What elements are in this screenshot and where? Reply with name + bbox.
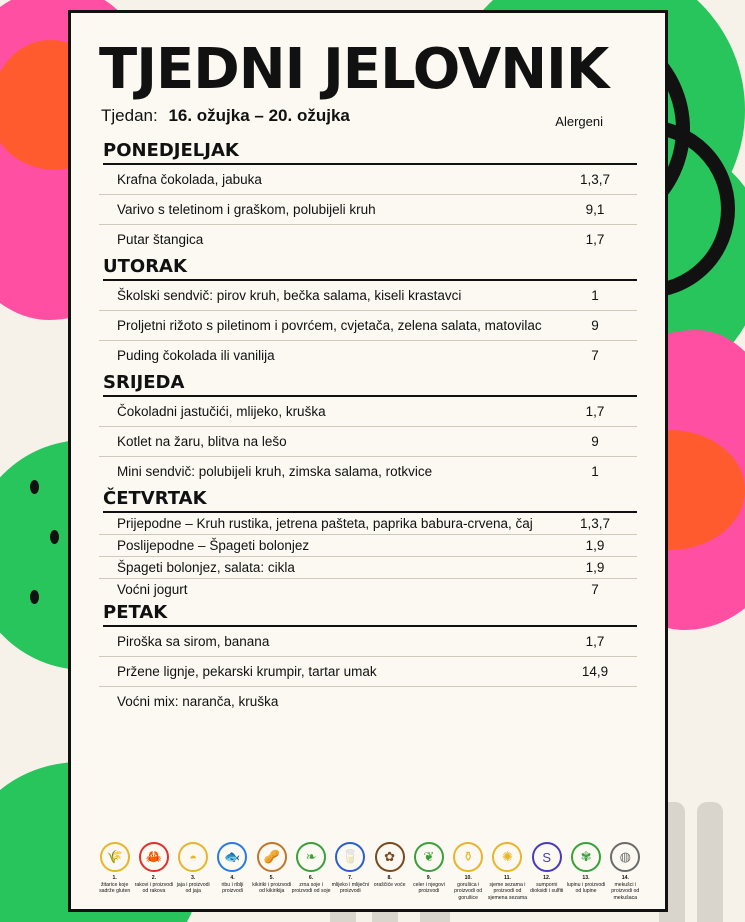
- meal-allergens: 1,9: [559, 556, 637, 578]
- allergen-legend-text: [95, 875, 134, 895]
- allergen-legend: [95, 842, 645, 901]
- allergen-legend-item: [174, 842, 213, 901]
- table-row: [99, 340, 637, 370]
- soy-icon: ❧: [296, 842, 326, 872]
- allergen-description: sjeme sezama i proizvodi od sjemena sezama: [487, 881, 528, 901]
- allergen-legend-text: [252, 875, 291, 895]
- meal-allergens: 1,7: [559, 627, 637, 657]
- table-row: [99, 281, 637, 311]
- allergen-legend-item: [449, 842, 488, 901]
- nuts-icon: ✿: [375, 842, 405, 872]
- meal-table: [99, 627, 637, 716]
- allergen-number: 1.: [112, 875, 117, 881]
- celery-icon: ❦: [414, 842, 444, 872]
- meal-allergens: 1: [591, 463, 599, 479]
- meal-description: Špageti bolonjez, salata: cikla: [99, 556, 559, 578]
- wheat-icon: 🌾: [100, 842, 130, 872]
- allergen-description: mekušci i proizvodi od mekušaca: [611, 881, 640, 901]
- allergen-number: 5.: [269, 875, 274, 881]
- allergen-number: 14.: [621, 875, 629, 881]
- meal-description: Kotlet na žaru, blitva na lešo: [99, 426, 559, 456]
- allergen-description: mlijeko i mliječni proizvodi: [331, 881, 370, 894]
- meal-description: Proljetni rižoto s piletinom i povrćem, cvjetača, zelena salata, matovilac: [99, 310, 559, 340]
- allergen-legend-text: [606, 875, 645, 901]
- allergen-description: kikiriki i proizvodi od kikirikija: [252, 881, 292, 894]
- table-row: [99, 578, 637, 600]
- meal-allergens: 14,9: [559, 656, 637, 686]
- allergen-description: celer i njegovi proizvodi: [413, 881, 445, 894]
- allergen-description: zrna soje i proizvodi od soje: [291, 881, 331, 894]
- allergen-legend-item: [213, 842, 252, 901]
- meal-table: [99, 281, 637, 370]
- meal-allergens: 9: [559, 426, 637, 456]
- meal-allergens: 1,7: [559, 397, 637, 427]
- allergen-number: 2.: [151, 875, 157, 881]
- allergen-legend-item: [95, 842, 134, 901]
- allergen-description: jaja i proizvodi od jaja: [176, 881, 210, 894]
- allergen-legend-item: [134, 842, 173, 901]
- meal-allergens: 1,3,7: [559, 165, 637, 195]
- allergen-legend-text: [331, 875, 370, 895]
- meal-allergens: 9: [559, 310, 637, 340]
- day-heading: PETAK: [103, 601, 168, 623]
- allergen-legend-item: [409, 842, 448, 901]
- allergen-number: 10.: [464, 875, 472, 881]
- meal-allergens: 1,3,7: [559, 513, 637, 535]
- meal-description: Školski sendvič: pirov kruh, bečka salama, kiseli krastavci: [99, 281, 559, 311]
- meal-description: Krafna čokolada, jabuka: [99, 165, 559, 195]
- meal-description: Čokoladni jastučići, mlijeko, kruška: [99, 397, 559, 427]
- allergen-number: 4.: [230, 875, 235, 881]
- allergen-number: 3.: [191, 875, 196, 881]
- table-row: [99, 534, 637, 556]
- milk-icon: 🥛: [335, 842, 365, 872]
- mustard-icon: ⚱: [453, 842, 483, 872]
- table-row: [99, 397, 637, 427]
- day-section: [99, 488, 637, 600]
- meal-allergens: 1,9: [559, 534, 637, 556]
- meal-description: Varivo s teletinom i graškom, polubijeli kruh: [99, 194, 559, 224]
- allergen-number: 11.: [503, 875, 511, 881]
- table-row: [99, 426, 637, 456]
- allergen-description: ribu i riblji proizvodi: [221, 881, 244, 894]
- allergen-legend-item: [566, 842, 605, 901]
- day-heading: UTORAK: [103, 255, 187, 277]
- lupin-icon: ✾: [571, 842, 601, 872]
- meal-description: Voćni jogurt: [117, 581, 188, 597]
- meal-description: Pržene lignje, pekarski krumpir, tartar umak: [99, 656, 559, 686]
- allergen-description: sumporni dioksidi i sulfiti: [530, 881, 564, 894]
- day-heading: ČETVRTAK: [103, 487, 207, 509]
- allergen-number: 13.: [582, 875, 590, 881]
- meal-allergens: 7: [591, 581, 599, 597]
- allergen-description: rakovi i proizvodi od rakova: [134, 881, 174, 894]
- allergen-description: žitarice koje sadrže gluten: [99, 881, 131, 894]
- allergen-legend-text: [566, 875, 605, 895]
- meal-table: [99, 513, 637, 600]
- allergen-legend-text: [449, 875, 488, 901]
- allergen-legend-text: [291, 875, 330, 895]
- meal-description: Puding čokolada ili vanilija: [117, 347, 275, 363]
- allergen-legend-item: [370, 842, 409, 901]
- week-label: Tjedan:: [101, 105, 158, 125]
- allergen-number: 8.: [387, 875, 392, 881]
- allergen-legend-text: [527, 875, 566, 895]
- day-heading: PONEDJELJAK: [103, 139, 239, 161]
- allergen-legend-text: [213, 875, 252, 895]
- allergen-legend-text: [409, 875, 448, 895]
- allergen-legend-item: [331, 842, 370, 901]
- table-row: [99, 224, 637, 254]
- meal-allergens: [559, 686, 637, 716]
- allergens-column-header: Alergeni: [555, 113, 603, 129]
- allergen-description: lupinu i proizvodi od lupine: [566, 881, 606, 894]
- egg-icon: ◓: [178, 842, 208, 872]
- sesame-icon: ✺: [492, 842, 522, 872]
- allergen-number: 12.: [543, 875, 551, 881]
- table-row: [99, 513, 637, 535]
- menu-sheet: [68, 10, 668, 912]
- allergen-legend-item: [291, 842, 330, 901]
- meal-description: Poslijepodne – Špageti bolonjez: [99, 534, 559, 556]
- allergen-legend-text: [370, 875, 409, 888]
- day-section: [99, 602, 637, 716]
- allergen-legend-item: [527, 842, 566, 901]
- table-row: [99, 686, 637, 716]
- meal-allergens: 1,7: [585, 231, 605, 247]
- fish-icon: 🐟: [217, 842, 247, 872]
- meal-allergens: 1: [559, 281, 637, 311]
- meal-description: Prijepodne – Kruh rustika, jetrena pašteta, paprika babura-crvena, čaj: [99, 513, 559, 535]
- meal-table: [99, 397, 637, 486]
- allergen-legend-item: [488, 842, 527, 901]
- table-row: [99, 165, 637, 195]
- meal-description: Voćni mix: naranča, kruška: [117, 693, 279, 709]
- day-heading: SRIJEDA: [103, 371, 185, 393]
- allergen-number: 6.: [308, 875, 314, 881]
- page-title: TJEDNI JELOVNIK: [99, 37, 609, 102]
- allergen-number: 7.: [348, 875, 353, 881]
- table-row: [99, 456, 637, 486]
- week-range: 16. ožujka – 20. ožujka: [168, 105, 350, 125]
- table-row: [99, 556, 637, 578]
- allergen-description: gorušica i proizvodi od gorušice: [454, 881, 483, 901]
- allergen-number: 9.: [426, 875, 432, 881]
- day-section: [99, 372, 637, 486]
- meal-description: Mini sendvič: polubijeli kruh, zimska salama, rotkvice: [117, 463, 433, 479]
- meal-table: [99, 165, 637, 254]
- meal-allergens: 9,1: [559, 194, 637, 224]
- fork-icon-4: [697, 802, 723, 922]
- table-row: [99, 194, 637, 224]
- allergen-legend-text: [488, 875, 527, 901]
- table-row: [99, 310, 637, 340]
- allergen-legend-text: [134, 875, 173, 895]
- meal-description: Piroška sa sirom, banana: [99, 627, 559, 657]
- allergen-legend-item: [252, 842, 291, 901]
- allergen-legend-item: [606, 842, 645, 901]
- peanut-icon: 🥜: [257, 842, 287, 872]
- table-row: [99, 627, 637, 657]
- crab-icon: 🦀: [139, 842, 169, 872]
- table-row: [99, 656, 637, 686]
- allergen-description: oraščiće voće: [373, 881, 406, 888]
- day-section: [99, 256, 637, 370]
- meal-allergens: 7: [591, 347, 599, 363]
- allergen-legend-text: [174, 875, 213, 895]
- sulfite-icon: S: [532, 842, 562, 872]
- meal-description: Putar štangica: [117, 231, 204, 247]
- mollusc-icon: ◍: [610, 842, 640, 872]
